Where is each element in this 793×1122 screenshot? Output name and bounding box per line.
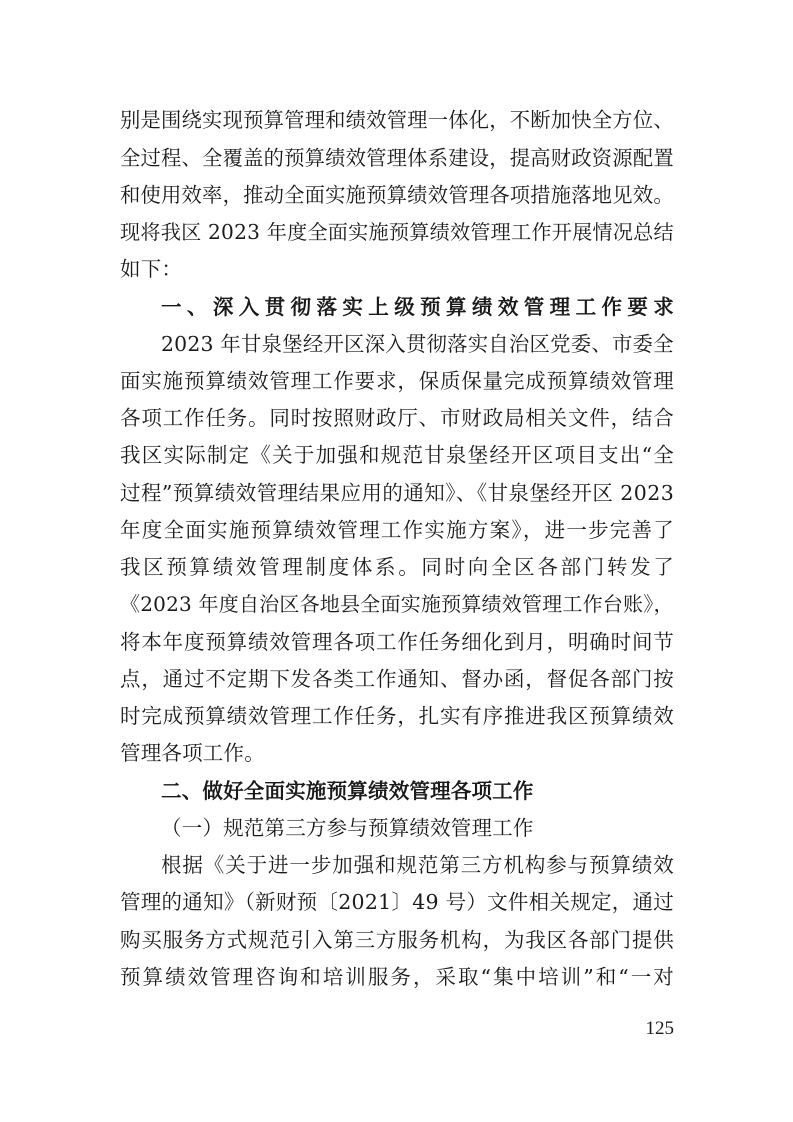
paragraph-line: 过程”预算绩效管理结果应用的通知》、《甘泉堡经开区 2023 [120, 481, 675, 505]
section-heading-1: 一、深入贯彻落实上级预算绩效管理工作要求 [161, 295, 680, 319]
paragraph-line: 全过程、全覆盖的预算绩效管理体系建设，提高财政资源配置 [120, 146, 674, 170]
paragraph-line: 管理的通知》（新财预〔2021〕49 号）文件相关规定，通过 [120, 890, 675, 914]
paragraph-line: 面实施预算绩效管理工作要求，保质保量完成预算绩效管理 [120, 369, 675, 393]
page-number: 125 [645, 1018, 674, 1039]
paragraph-line: 现将我区 2023 年度全面实施预算绩效管理工作开展情况总结 [120, 220, 674, 244]
paragraph-line: 将本年度预算绩效管理各项工作任务细化到月，明确时间节 [120, 630, 675, 654]
paragraph-line: 时完成预算绩效管理工作任务，扎实有序推进我区预算绩效 [120, 704, 675, 728]
paragraph-line: 点，通过不定期下发各类工作通知、督办函，督促各部门按 [120, 667, 675, 691]
paragraph-line: 年度全面实施预算绩效管理工作实施方案》，进一步完善了 [120, 518, 676, 542]
paragraph-line: 我区预算绩效管理制度体系。同时向全区各部门转发了 [120, 555, 677, 579]
paragraph-line: 管理各项工作。 [120, 741, 265, 765]
paragraph-line: 2023 年甘泉堡经开区深入贯彻落实自治区党委、市委全 [161, 332, 674, 356]
paragraph-line: 如下： [120, 257, 183, 281]
paragraph-line: 《2023 年度自治区各地县全面实施预算绩效管理工作台账》， [120, 592, 674, 616]
paragraph-line: 我区实际制定《关于加强和规范甘泉堡经开区项目支出“全 [120, 443, 676, 467]
paragraph-line: 各项工作任务。同时按照财政厅、市财政局相关文件，结合 [120, 406, 675, 430]
subsection-heading: （一）规范第三方参与预算绩效管理工作 [161, 816, 534, 840]
section-heading-2: 二、做好全面实施预算绩效管理各项工作 [161, 779, 534, 803]
paragraph-line: 预算绩效管理咨询和培训服务，采取“集中培训”和“一对 [120, 965, 676, 989]
paragraph-line: 别是围绕实现预算管理和绩效管理一体化，不断加快全方位、 [120, 108, 674, 132]
paragraph-line: 购买服务方式规范引入第三方服务机构，为我区各部门提供 [120, 928, 675, 952]
paragraph-line: 根据《关于进一步加强和规范第三方机构参与预算绩效 [161, 853, 675, 877]
paragraph-line: 和使用效率，推动全面实施预算绩效管理各项措施落地见效。 [120, 183, 674, 207]
